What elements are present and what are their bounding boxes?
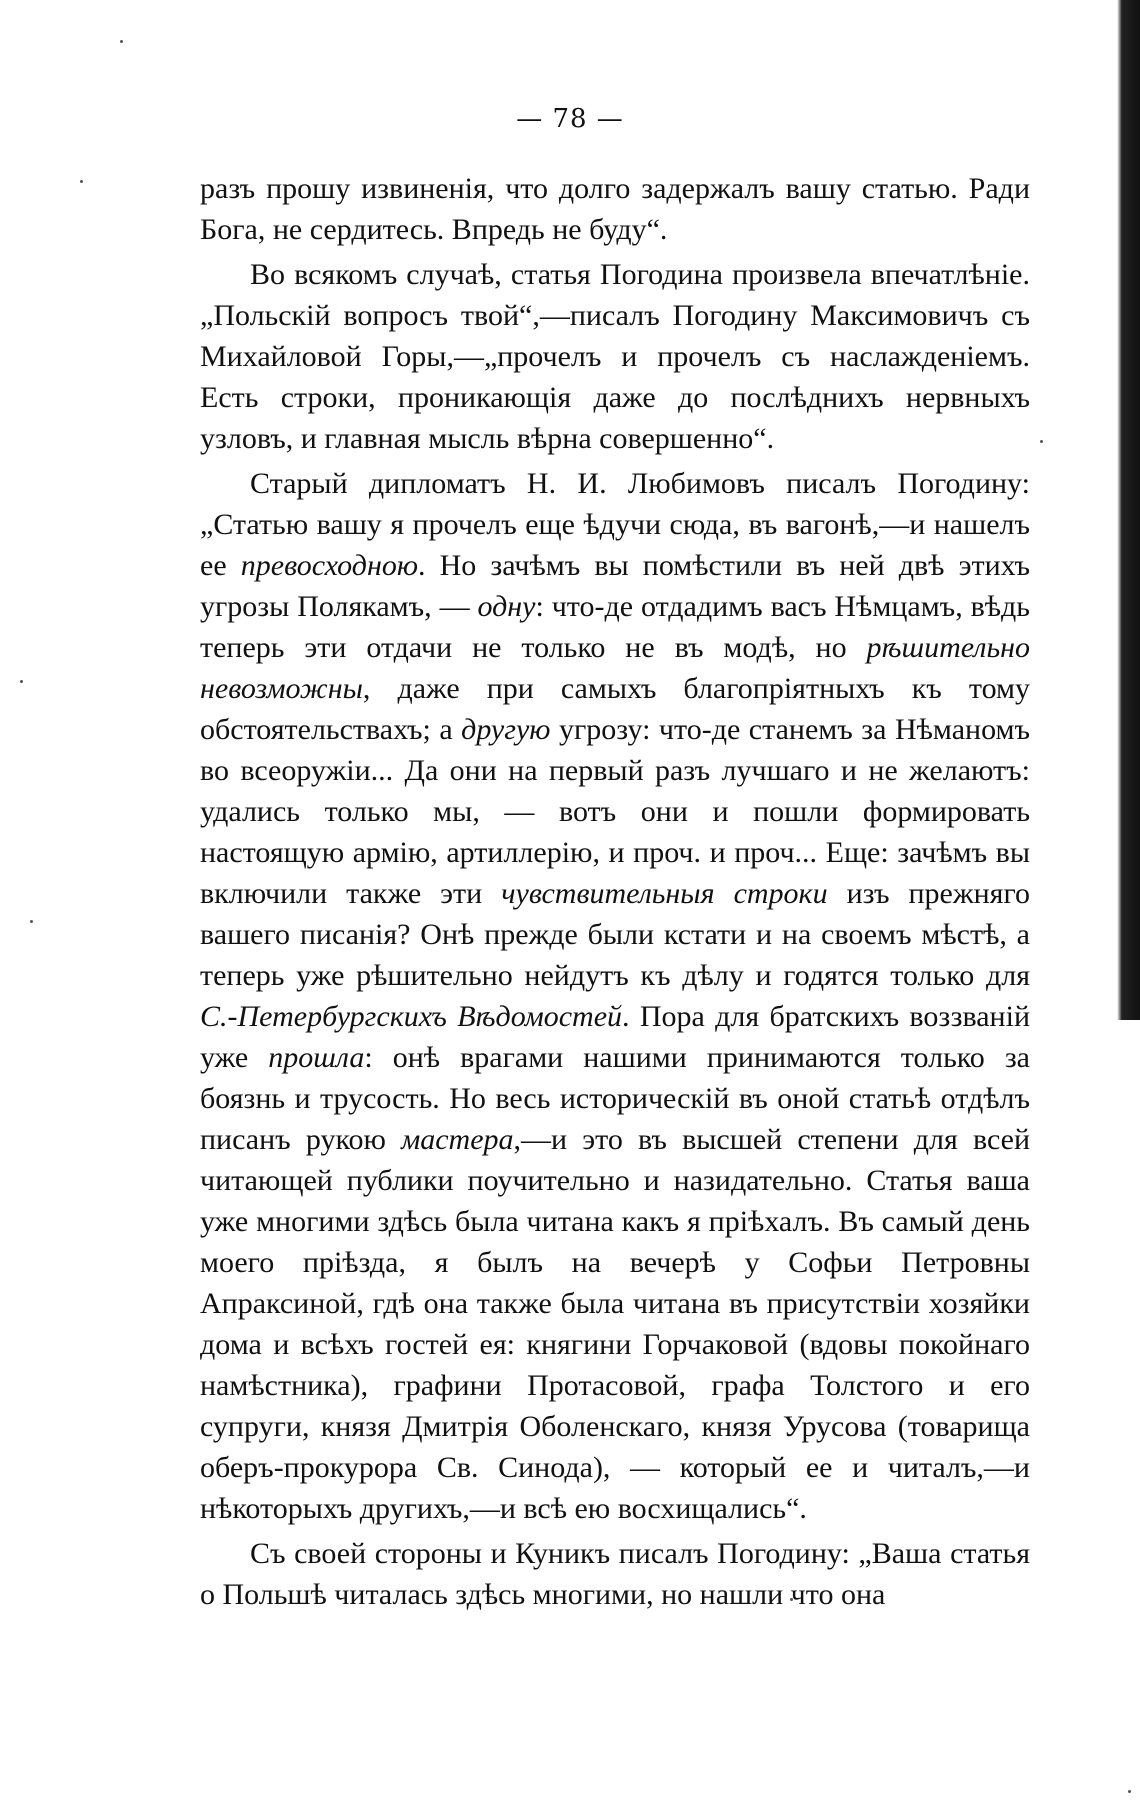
italic-run: мастера bbox=[401, 1123, 514, 1156]
text-run: : онѣ врагами нашими принимаются только за боязнь и трусость. Но весь историческій въ оной статьѣ отдѣлъ писанъ рукою bbox=[200, 1041, 1030, 1156]
text-run: , даже при самыхъ благопріятныхъ къ тому обстоятельствахъ; а bbox=[200, 672, 1030, 746]
italic-run: превосходною bbox=[240, 549, 418, 582]
paragraph bbox=[200, 463, 1030, 1529]
speck bbox=[120, 40, 123, 43]
paragraph bbox=[200, 168, 1030, 250]
italic-run: одну bbox=[477, 590, 536, 623]
italic-run: прошла bbox=[268, 1041, 365, 1074]
italic-run: чувствительныя строки bbox=[501, 877, 828, 910]
text-run: ,—и это въ высшей степени для всей читающей публики поучительно и назидательно. Статья ваша уже многими здѣсь была читана какъ я пріѣхалъ. Въ самый день моего пріѣзда, я былъ на вечерѣ у Софьи Петровны Апраксиной, гдѣ она также была читана въ присутствіи хозяйки дома и всѣхъ гостей ея: княгини Горчаковой (вдовы покойнаго намѣстника), графини Протасовой, графа Толстого и его супруги, князя Дмитрія Оболенскаго, князя Урусова (товарища оберъ-прокурора Св. Синода), — который ее и читалъ,—и нѣкоторыхъ другихъ,—и всѣ ею восхищались“. bbox=[200, 1123, 1030, 1525]
text-run: : что-де отдадимъ васъ Нѣмцамъ, вѣдь теперь эти отдачи не только не въ модѣ, но bbox=[200, 590, 1030, 664]
page-number: — 78 — bbox=[516, 104, 624, 134]
italic-run: другую bbox=[461, 713, 551, 746]
italic-run: рѣшительно невозможны bbox=[200, 631, 1030, 705]
speck bbox=[30, 920, 33, 923]
text-run: . Пора для братскихъ воззваній уже bbox=[200, 1000, 1030, 1074]
paragraph bbox=[200, 254, 1030, 459]
speck bbox=[1040, 440, 1043, 443]
text-run: . Но зачѣмъ вы помѣстили въ ней двѣ этихъ угрозы Полякамъ, — bbox=[200, 549, 1030, 623]
text-run: угрозу: что-де станемъ за Нѣманомъ во всеоружіи... Да они на первый разъ лучшаго и не желаютъ: удались только мы, — вотъ они и пошли формировать настоящую армію, артиллерію, и проч. и проч... Еще: зачѣмъ вы включили также эти bbox=[200, 713, 1030, 910]
text-run: изъ прежняго вашего писанія? Онѣ прежде были кстати и на своемъ мѣстѣ, а теперь уже рѣшительно нейдутъ къ дѣлу и годятся только для bbox=[200, 877, 1030, 992]
italic-run: С.-Петербургскихъ Вѣдомостей bbox=[200, 1000, 623, 1033]
paragraph bbox=[200, 1533, 1030, 1615]
text-run: Во всякомъ случаѣ, статья Погодина произвела впечатлѣніе. „Польскій вопросъ твой“,—писалъ Погодину Максимовичъ съ Михайловой Горы,—„прочелъ и прочелъ съ наслажденіемъ. Есть строки, проникающія даже до послѣднихъ нервныхъ узловъ, и главная мысль вѣрна совершенно“. bbox=[200, 258, 1030, 455]
scan-page-edge bbox=[1114, 0, 1140, 1020]
speck bbox=[20, 680, 23, 683]
text-run: Старый дипломатъ Н. И. Любимовъ писалъ Погодину: „Статью вашу я прочелъ еще ѣдучи сюда, въ вагонѣ,—и нашелъ ее bbox=[200, 467, 1030, 582]
text-run: разъ прошу извиненія, что долго задержалъ вашу статью. Ради Бога, не сердитесь. Впредь не буду“. bbox=[200, 172, 1030, 246]
speck bbox=[1128, 1790, 1131, 1793]
body-text bbox=[200, 168, 1030, 1615]
text-run: Съ своей стороны и Куникъ писалъ Погодину: „Ваша статья о Польшѣ читалась здѣсь многими, но нашли что она bbox=[200, 1537, 1030, 1611]
speck bbox=[80, 180, 83, 183]
